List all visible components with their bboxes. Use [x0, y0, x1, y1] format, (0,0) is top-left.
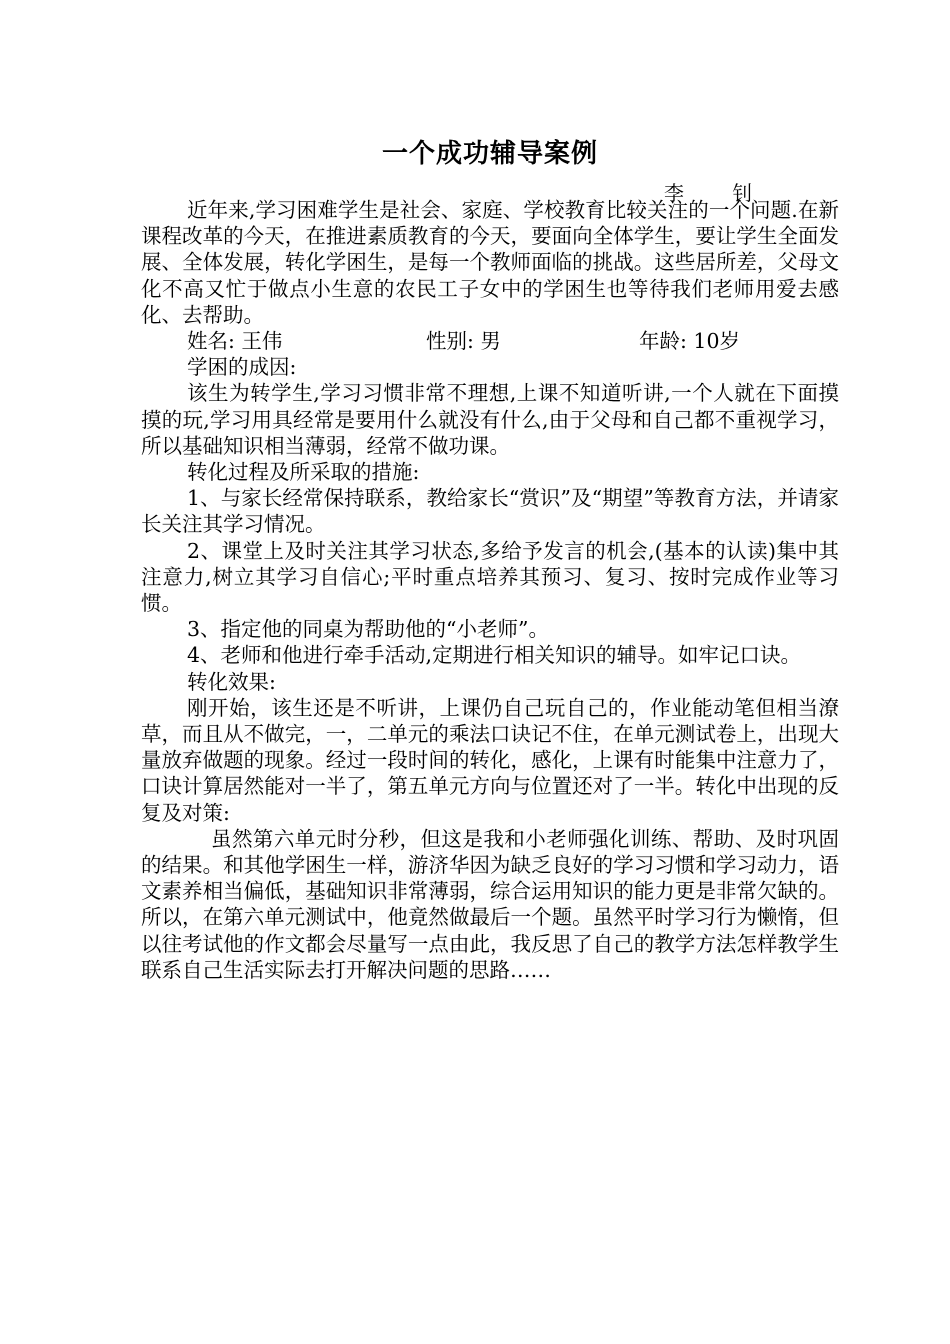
measure-item: 2、课堂上及时关注其学习状态,多给予发言的机会,(基本的认读)集中其注意力,树立其学习自信心;平时重点培养其预习、复习、按时完成作业等习惯。 [141, 538, 839, 616]
measures-heading: 转化过程及所采取的措施: [187, 460, 420, 485]
document-body [141, 197, 839, 983]
document-title: 一个成功辅导案例 [381, 139, 598, 169]
student-gender: 性别: 男 [426, 329, 501, 354]
intro-paragraph: 近年来,学习困难学生是社会、家庭、学校教育比较关注的一个问题.在新课程改革的今天，在推进素质教育的今天，要面向全体学生，要让学生全面发展、全体发展，转化学困生，是每一个教师面临的挑战。这些居所差，父母文化不高又忙于做点小生意的农民工子女中的学困生也等待我们老师用爱去感化、去帮助。 [141, 198, 839, 327]
cause-paragraph: 该生为转学生,学习习惯非常不理想,上课不知道听讲,一个人就在下面摸摸的玩,学习用具经常是要用什么就没有什么,由于父母和自己都不重视学习，所以基础知识相当薄弱，经常不做功课。 [141, 381, 839, 458]
effect-heading: 转化效果: [187, 669, 276, 694]
measure-item: 4、老师和他进行牵手活动,定期进行相关知识的辅导。如牢记口诀。 [187, 643, 802, 668]
author-name: 李 钊 [664, 181, 755, 205]
measure-item: 1、与家长经常保持联系，教给家长“赏识”及“期望”等教育方法，并请家长关注其学习情况。 [141, 486, 839, 537]
measure-item: 3、指定他的同桌为帮助他的“小老师”。 [187, 617, 550, 642]
student-name: 姓名: 王伟 [187, 329, 283, 354]
student-age: 年龄: 10岁 [639, 329, 741, 354]
student-info-line [141, 328, 839, 354]
cause-heading: 学困的成因: [187, 355, 297, 380]
reflection-paragraph: 虽然第六单元时分秒，但这是我和小老师强化训练、帮助、及时巩固的结果。和其他学困生一样，游济华因为缺乏良好的学习习惯和学习动力，语文素养相当偏低，基础知识非常薄弱，综合运用知识的能力更是非常欠缺的。所以，在第六单元测试中，他竟然做最后一个题。虽然平时学习行为懒惰，但以往考试他的作文都会尽量写一点由此，我反思了自己的教学方法怎样教学生联系自己生活实际去打开解决问题的思路…… [141, 826, 839, 982]
effect-paragraph: 刚开始，该生还是不听讲，上课仍自己玩自己的，作业能动笔但相当潦草，而且从不做完，一，二单元的乘法口诀记不住，在单元测试卷上，出现大量放弃做题的现象。经过一段时间的转化，感化，上课有时能集中注意力了，口诀计算居然能对一半了，第五单元方向与位置还对了一半。转化中出现的反复及对策: [141, 695, 839, 825]
